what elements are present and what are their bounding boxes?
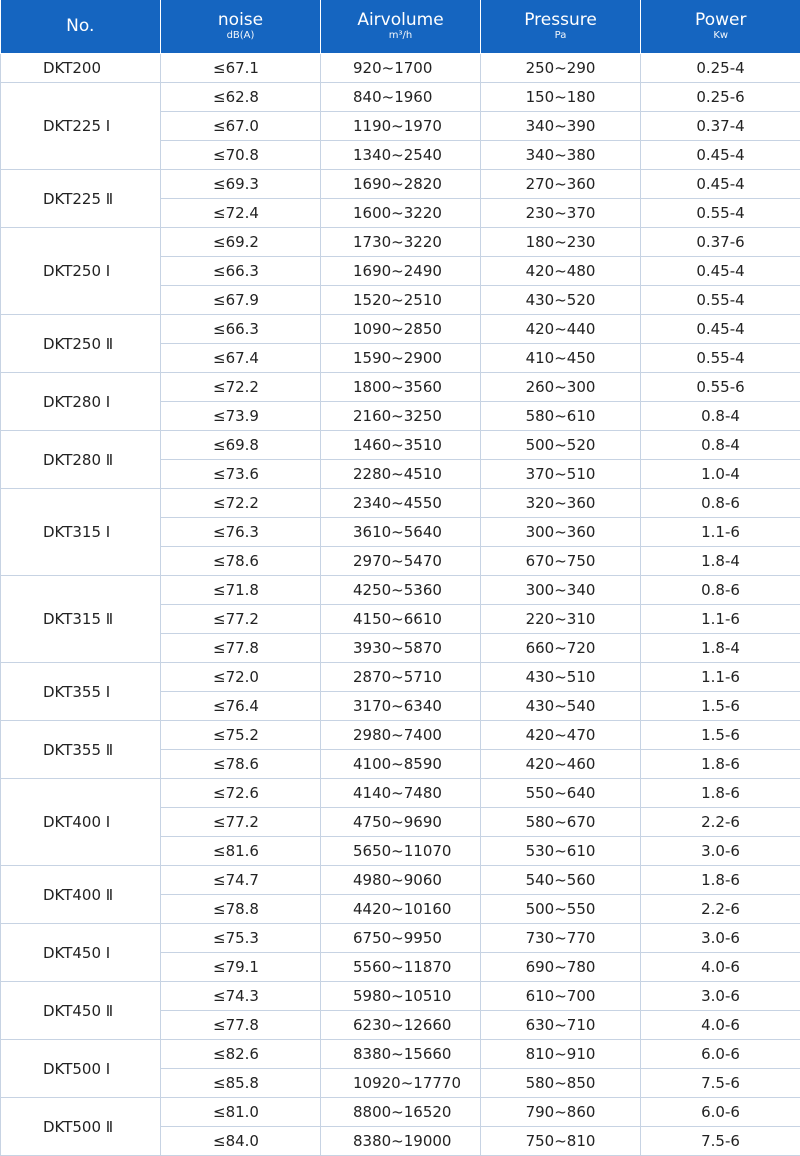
- header-noise-label: noise: [217, 10, 264, 30]
- noise-cell: ≤67.9: [161, 286, 321, 315]
- model-name-cell: DKT315 Ⅰ: [1, 489, 161, 576]
- model-name-cell: DKT500 Ⅰ: [1, 1040, 161, 1098]
- airvolume-cell: 4140~7480: [321, 779, 481, 808]
- power-cell: 0.8-4: [641, 402, 800, 431]
- airvolume-cell: 1460~3510: [321, 431, 481, 460]
- header-noise-unit: dB(A): [226, 30, 255, 41]
- pressure-cell: 150~180: [481, 83, 641, 112]
- noise-cell: ≤76.4: [161, 692, 321, 721]
- pressure-cell: 500~520: [481, 431, 641, 460]
- airvolume-cell: 10920~17770: [321, 1069, 481, 1098]
- model-name-cell: DKT400 Ⅱ: [1, 866, 161, 924]
- power-cell: 2.2-6: [641, 895, 800, 924]
- power-cell: 0.55-6: [641, 373, 800, 402]
- table-row: [1, 982, 800, 1011]
- pressure-cell: 430~510: [481, 663, 641, 692]
- noise-cell: ≤73.9: [161, 402, 321, 431]
- power-cell: 0.8-6: [641, 576, 800, 605]
- pressure-cell: 250~290: [481, 54, 641, 83]
- pressure-cell: 430~520: [481, 286, 641, 315]
- noise-cell: ≤78.8: [161, 895, 321, 924]
- power-cell: 1.1-6: [641, 663, 800, 692]
- model-name-cell: DKT450 Ⅰ: [1, 924, 161, 982]
- power-cell: 1.8-6: [641, 866, 800, 895]
- noise-cell: ≤72.6: [161, 779, 321, 808]
- noise-cell: ≤78.6: [161, 547, 321, 576]
- airvolume-cell: 5980~10510: [321, 982, 481, 1011]
- power-cell: 0.45-4: [641, 315, 800, 344]
- pressure-cell: 790~860: [481, 1098, 641, 1127]
- table-row: [1, 924, 800, 953]
- table-body: [1, 54, 800, 1156]
- model-name-cell: DKT280 Ⅰ: [1, 373, 161, 431]
- table-row: [1, 489, 800, 518]
- noise-cell: ≤75.2: [161, 721, 321, 750]
- noise-cell: ≤62.8: [161, 83, 321, 112]
- model-name-cell: DKT225 Ⅰ: [1, 83, 161, 170]
- power-cell: 0.8-4: [641, 431, 800, 460]
- power-cell: 2.2-6: [641, 808, 800, 837]
- noise-cell: ≤71.8: [161, 576, 321, 605]
- table-row: [1, 83, 800, 112]
- airvolume-cell: 1590~2900: [321, 344, 481, 373]
- noise-cell: ≤78.6: [161, 750, 321, 779]
- table-row: [1, 170, 800, 199]
- airvolume-cell: 6230~12660: [321, 1011, 481, 1040]
- header-airvolume: [321, 0, 481, 54]
- table-row: [1, 779, 800, 808]
- airvolume-cell: 1690~2820: [321, 170, 481, 199]
- noise-cell: ≤72.2: [161, 373, 321, 402]
- power-cell: 7.5-6: [641, 1069, 800, 1098]
- pressure-cell: 730~770: [481, 924, 641, 953]
- power-cell: 1.8-4: [641, 547, 800, 576]
- power-cell: 0.55-4: [641, 344, 800, 373]
- pressure-cell: 420~440: [481, 315, 641, 344]
- pressure-cell: 420~460: [481, 750, 641, 779]
- pressure-cell: 420~470: [481, 721, 641, 750]
- pressure-cell: 580~850: [481, 1069, 641, 1098]
- pressure-cell: 630~710: [481, 1011, 641, 1040]
- power-cell: 0.8-6: [641, 489, 800, 518]
- airvolume-cell: 5650~11070: [321, 837, 481, 866]
- header-pressure-label: Pressure: [524, 10, 597, 30]
- power-cell: 1.5-6: [641, 721, 800, 750]
- power-cell: 6.0-6: [641, 1040, 800, 1069]
- airvolume-cell: 3170~6340: [321, 692, 481, 721]
- pressure-cell: 220~310: [481, 605, 641, 634]
- pressure-cell: 540~560: [481, 866, 641, 895]
- pressure-cell: 660~720: [481, 634, 641, 663]
- table-row: [1, 866, 800, 895]
- header-pressure: [481, 0, 641, 54]
- table-row: [1, 663, 800, 692]
- table-row: [1, 373, 800, 402]
- airvolume-cell: 6750~9950: [321, 924, 481, 953]
- airvolume-cell: 1690~2490: [321, 257, 481, 286]
- pressure-cell: 370~510: [481, 460, 641, 489]
- power-cell: 1.0-4: [641, 460, 800, 489]
- noise-cell: ≤66.3: [161, 257, 321, 286]
- noise-cell: ≤69.3: [161, 170, 321, 199]
- model-name-cell: DKT200: [1, 54, 161, 83]
- pressure-cell: 810~910: [481, 1040, 641, 1069]
- airvolume-cell: 1340~2540: [321, 141, 481, 170]
- airvolume-cell: 920~1700: [321, 54, 481, 83]
- airvolume-cell: 840~1960: [321, 83, 481, 112]
- airvolume-cell: 1520~2510: [321, 286, 481, 315]
- airvolume-cell: 1730~3220: [321, 228, 481, 257]
- power-cell: 1.1-6: [641, 605, 800, 634]
- airvolume-cell: 5560~11870: [321, 953, 481, 982]
- noise-cell: ≤77.2: [161, 808, 321, 837]
- noise-cell: ≤67.4: [161, 344, 321, 373]
- airvolume-cell: 1800~3560: [321, 373, 481, 402]
- table-row: [1, 576, 800, 605]
- airvolume-cell: 2980~7400: [321, 721, 481, 750]
- power-cell: 3.0-6: [641, 837, 800, 866]
- pressure-cell: 270~360: [481, 170, 641, 199]
- noise-cell: ≤69.8: [161, 431, 321, 460]
- airvolume-cell: 8380~19000: [321, 1127, 481, 1156]
- noise-cell: ≤73.6: [161, 460, 321, 489]
- header-noise: [161, 0, 321, 54]
- table-row: [1, 431, 800, 460]
- model-name-cell: DKT400 Ⅰ: [1, 779, 161, 866]
- table-row: [1, 1040, 800, 1069]
- pressure-cell: 340~390: [481, 112, 641, 141]
- noise-cell: ≤82.6: [161, 1040, 321, 1069]
- header-power-unit: Kw: [713, 30, 729, 41]
- power-cell: 0.37-4: [641, 112, 800, 141]
- power-cell: 4.0-6: [641, 953, 800, 982]
- table-row: [1, 1098, 800, 1127]
- header-no: [1, 0, 161, 54]
- pressure-cell: 610~700: [481, 982, 641, 1011]
- power-cell: 0.45-4: [641, 170, 800, 199]
- airvolume-cell: 3610~5640: [321, 518, 481, 547]
- pressure-cell: 550~640: [481, 779, 641, 808]
- model-name-cell: DKT280 Ⅱ: [1, 431, 161, 489]
- pressure-cell: 340~380: [481, 141, 641, 170]
- airvolume-cell: 4100~8590: [321, 750, 481, 779]
- airvolume-cell: 4420~10160: [321, 895, 481, 924]
- model-name-cell: DKT250 Ⅰ: [1, 228, 161, 315]
- model-name-cell: DKT355 Ⅰ: [1, 663, 161, 721]
- noise-cell: ≤81.6: [161, 837, 321, 866]
- pressure-cell: 230~370: [481, 199, 641, 228]
- noise-cell: ≤77.8: [161, 1011, 321, 1040]
- airvolume-cell: 2280~4510: [321, 460, 481, 489]
- power-cell: 3.0-6: [641, 924, 800, 953]
- noise-cell: ≤79.1: [161, 953, 321, 982]
- noise-cell: ≤76.3: [161, 518, 321, 547]
- header-airvolume-unit: m³/h: [388, 30, 413, 41]
- airvolume-cell: 2160~3250: [321, 402, 481, 431]
- airvolume-cell: 1600~3220: [321, 199, 481, 228]
- pressure-cell: 300~360: [481, 518, 641, 547]
- model-name-cell: DKT225 Ⅱ: [1, 170, 161, 228]
- power-cell: 1.5-6: [641, 692, 800, 721]
- pressure-cell: 500~550: [481, 895, 641, 924]
- noise-cell: ≤77.2: [161, 605, 321, 634]
- pressure-cell: 180~230: [481, 228, 641, 257]
- airvolume-cell: 4980~9060: [321, 866, 481, 895]
- airvolume-cell: 2870~5710: [321, 663, 481, 692]
- power-cell: 0.25-4: [641, 54, 800, 83]
- airvolume-cell: 8380~15660: [321, 1040, 481, 1069]
- noise-cell: ≤70.8: [161, 141, 321, 170]
- table-row: [1, 54, 800, 83]
- power-cell: 4.0-6: [641, 1011, 800, 1040]
- pressure-cell: 750~810: [481, 1127, 641, 1156]
- airvolume-cell: 4250~5360: [321, 576, 481, 605]
- pressure-cell: 690~780: [481, 953, 641, 982]
- noise-cell: ≤72.4: [161, 199, 321, 228]
- power-cell: 1.1-6: [641, 518, 800, 547]
- header-airvolume-label: Airvolume: [357, 10, 444, 30]
- power-cell: 7.5-6: [641, 1127, 800, 1156]
- header-power-label: Power: [695, 10, 747, 30]
- noise-cell: ≤67.0: [161, 112, 321, 141]
- pressure-cell: 530~610: [481, 837, 641, 866]
- pressure-cell: 300~340: [481, 576, 641, 605]
- model-name-cell: DKT315 Ⅱ: [1, 576, 161, 663]
- table-row: [1, 315, 800, 344]
- power-cell: 1.8-4: [641, 634, 800, 663]
- noise-cell: ≤74.7: [161, 866, 321, 895]
- power-cell: 3.0-6: [641, 982, 800, 1011]
- noise-cell: ≤84.0: [161, 1127, 321, 1156]
- airvolume-cell: 8800~16520: [321, 1098, 481, 1127]
- pressure-cell: 410~450: [481, 344, 641, 373]
- pressure-cell: 420~480: [481, 257, 641, 286]
- table-row: [1, 721, 800, 750]
- airvolume-cell: 1090~2850: [321, 315, 481, 344]
- airvolume-cell: 2970~5470: [321, 547, 481, 576]
- power-cell: 0.25-6: [641, 83, 800, 112]
- pressure-cell: 580~670: [481, 808, 641, 837]
- noise-cell: ≤66.3: [161, 315, 321, 344]
- model-name-cell: DKT250 Ⅱ: [1, 315, 161, 373]
- noise-cell: ≤72.2: [161, 489, 321, 518]
- power-cell: 0.55-4: [641, 286, 800, 315]
- power-cell: 0.45-4: [641, 257, 800, 286]
- noise-cell: ≤81.0: [161, 1098, 321, 1127]
- airvolume-cell: 1190~1970: [321, 112, 481, 141]
- noise-cell: ≤74.3: [161, 982, 321, 1011]
- model-name-cell: DKT355 Ⅱ: [1, 721, 161, 779]
- model-name-cell: DKT500 Ⅱ: [1, 1098, 161, 1156]
- pressure-cell: 670~750: [481, 547, 641, 576]
- airvolume-cell: 2340~4550: [321, 489, 481, 518]
- noise-cell: ≤72.0: [161, 663, 321, 692]
- noise-cell: ≤69.2: [161, 228, 321, 257]
- pressure-cell: 430~540: [481, 692, 641, 721]
- noise-cell: ≤67.1: [161, 54, 321, 83]
- noise-cell: ≤85.8: [161, 1069, 321, 1098]
- table-header: [1, 0, 800, 54]
- pressure-cell: 320~360: [481, 489, 641, 518]
- airvolume-cell: 3930~5870: [321, 634, 481, 663]
- header-power: [641, 0, 800, 54]
- power-cell: 0.45-4: [641, 141, 800, 170]
- model-name-cell: DKT450 Ⅱ: [1, 982, 161, 1040]
- power-cell: 0.37-6: [641, 228, 800, 257]
- airvolume-cell: 4750~9690: [321, 808, 481, 837]
- power-cell: 1.8-6: [641, 779, 800, 808]
- pressure-cell: 580~610: [481, 402, 641, 431]
- power-cell: 0.55-4: [641, 199, 800, 228]
- table-row: [1, 228, 800, 257]
- noise-cell: ≤77.8: [161, 634, 321, 663]
- noise-cell: ≤75.3: [161, 924, 321, 953]
- power-cell: 1.8-6: [641, 750, 800, 779]
- header-pressure-unit: Pa: [554, 30, 567, 41]
- power-cell: 6.0-6: [641, 1098, 800, 1127]
- airvolume-cell: 4150~6610: [321, 605, 481, 634]
- pressure-cell: 260~300: [481, 373, 641, 402]
- header-no-label: No.: [66, 16, 95, 36]
